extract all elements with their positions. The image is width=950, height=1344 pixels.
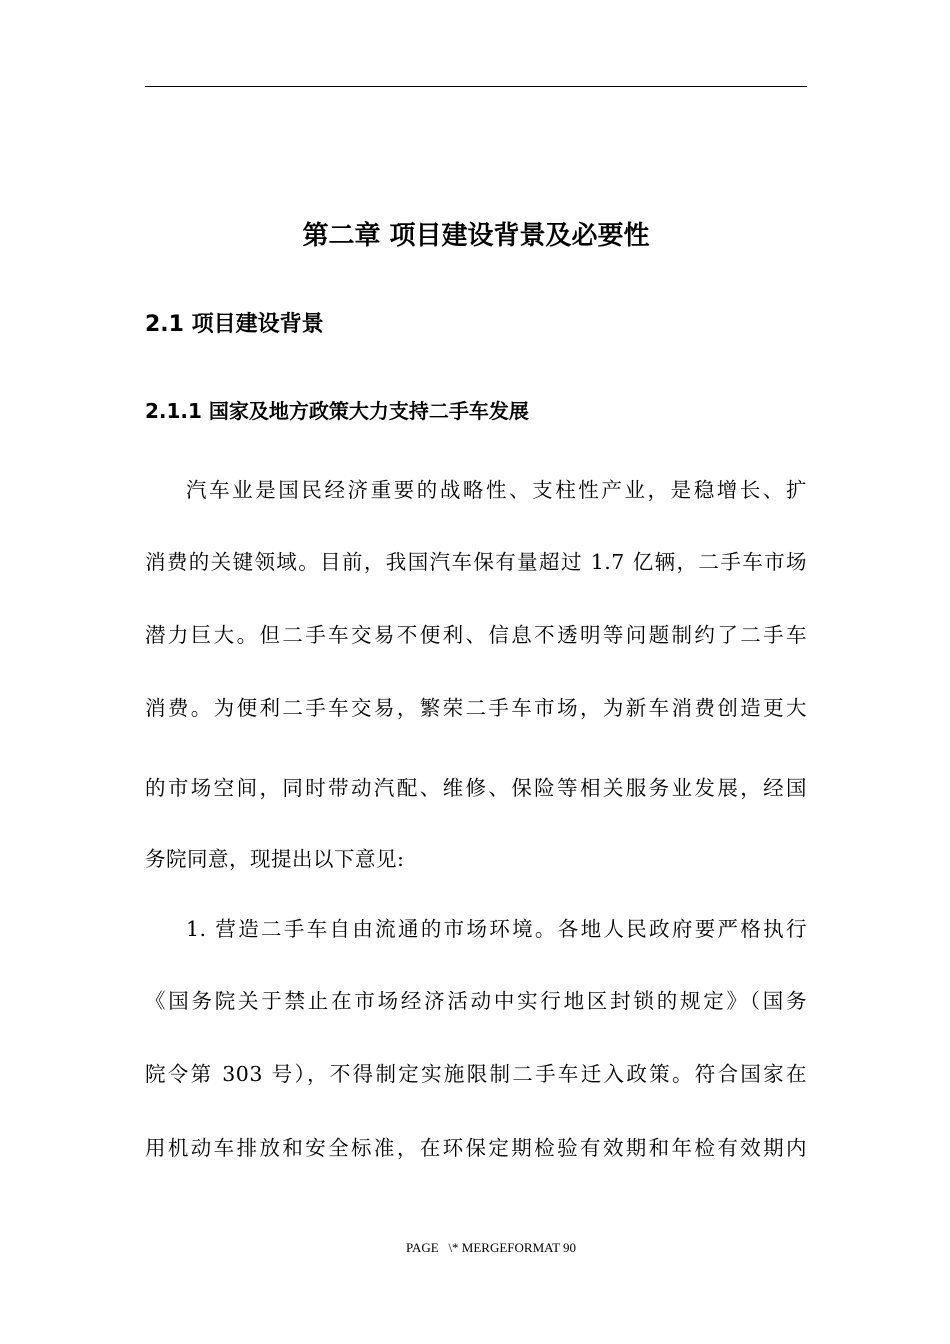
chapter-title: 第二章 项目建设背景及必要性	[302, 221, 650, 251]
header-rule	[145, 86, 807, 87]
paragraph-line: 务院同意，现提出以下意见:	[145, 847, 405, 871]
subsection-heading: 2.1.1 国家及地方政策大力支持二手车发展	[145, 399, 529, 423]
paragraph-line: 汽车业是国民经济重要的战略性、支柱性产业，是稳增长、扩	[186, 478, 807, 502]
paragraph-line: 1. 营造二手车自由流通的市场环境。各地人民政府要严格执行	[186, 917, 807, 941]
paragraph-line: 潜力巨大。但二手车交易不便利、信息不透明等问题制约了二手车	[145, 623, 807, 647]
paragraph-line: 消费。为便利二手车交易，繁荣二手车市场，为新车消费创造更大	[145, 696, 807, 720]
paragraph-line: 《国务院关于禁止在市场经济活动中实行地区封锁的规定》（国务	[145, 989, 807, 1013]
paragraph-line: 的市场空间，同时带动汽配、维修、保险等相关服务业发展，经国	[145, 776, 807, 800]
page-footer: PAGE \* MERGEFORMAT 90	[405, 1240, 577, 1255]
paragraph-line: 消费的关键领域。目前，我国汽车保有量超过 1.7 亿辆，二手车市场	[145, 550, 807, 574]
paragraph-line: 用机动车排放和安全标准，在环保定期检验有效期和年检有效期内	[145, 1136, 807, 1160]
section-heading: 2.1 项目建设背景	[145, 312, 324, 337]
paragraph-line: 院令第 303 号），不得制定实施限制二手车迁入政策。符合国家在	[145, 1062, 807, 1086]
